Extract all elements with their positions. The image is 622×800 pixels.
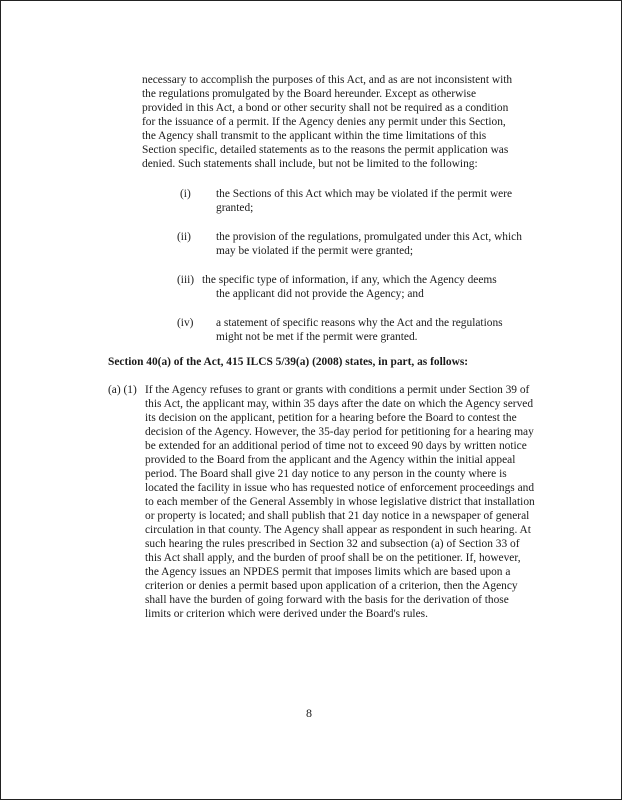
subsection-line: be extended for an additional period of time not to exceed 90 days by written notice: [145, 440, 527, 452]
intro-line: the regulations promulgated by the Board hereunder. Except as otherwise: [142, 88, 477, 100]
intro-line: denied. Such statements shall include, but not be limited to the following:: [142, 158, 478, 170]
list-item-line: the Sections of this Act which may be violated if the permit were: [216, 188, 513, 200]
intro-line: Section specific, detailed statements as to the reasons the permit application was: [142, 144, 509, 156]
subsection-line: this Act shall apply, and the burden of proof shall be on the petitioner. If, however,: [145, 552, 521, 564]
intro-line: necessary to accomplish the purposes of this Act, and as are not inconsistent with: [142, 74, 513, 86]
subsection-line: criterion or denies a permit based upon application of a criterion, then the Agency: [145, 580, 518, 592]
intro-line: provided in this Act, a bond or other security shall not be required as a condition: [142, 102, 509, 114]
subsection-line: located the facility in issue who has requested notice of enforcement proceedings and: [145, 482, 535, 494]
section-heading: Section 40(a) of the Act, 415 ILCS 5/39(a) (2008) states, in part, as follows:: [108, 356, 469, 368]
list-item-line: granted;: [216, 202, 254, 214]
subsection-line: decision of the Agency. However, the 35-day period for petitioning for a hearing may: [145, 426, 534, 438]
subsection-line: provided to the Board from the applicant and the Agency within the initial appeal: [145, 454, 516, 466]
list-item-marker: (ii): [177, 231, 191, 243]
subsection-line: such hearing the rules prescribed in Section 32 and subsection (a) of Section 33 of: [145, 538, 520, 550]
intro-line: for the issuance of a permit. If the Agency denies any permit under this Section,: [142, 116, 506, 128]
list-item-line: the applicant did not provide the Agency; and: [216, 288, 424, 300]
subsection-line: period. The Board shall give 21 day notice to any person in the county where is: [145, 468, 507, 480]
subsection-line: circulation in that county. The Agency shall appear as respondent in such hearing. At: [145, 524, 531, 536]
subsection-marker: (a) (1): [108, 384, 137, 396]
subsection-line: its decision on the applicant, petition for a hearing before the Board to contest the: [145, 412, 517, 424]
list-item-marker: (i): [180, 188, 191, 200]
subsection-line: shall have the burden of going forward with the basis for the derivation of those: [145, 594, 509, 606]
list-item-line: might not be met if the permit were granted.: [216, 331, 418, 343]
list-item-line: a statement of specific reasons why the Act and the regulations: [216, 317, 503, 329]
list-item-line: the provision of the regulations, promulgated under this Act, which: [216, 231, 522, 243]
page-number: 8: [306, 706, 312, 720]
list-item-marker: (iv): [177, 317, 194, 329]
subsection-line: the Agency issues an NPDES permit that imposes limits which are based upon a: [145, 566, 511, 578]
list-item-marker: (iii): [177, 274, 195, 286]
intro-line: the Agency shall transmit to the applicant within the time limitations of this: [142, 130, 487, 142]
subsection-line: or property is located; and shall publish that 21 day notice in a newspaper of general: [145, 510, 530, 522]
subsection-line: to each member of the General Assembly in whose legislative district that installation: [145, 496, 535, 508]
subsection-line: limits or criterion which were derived under the Board's rules.: [145, 608, 428, 620]
list-item-line: the specific type of information, if any, which the Agency deems: [202, 274, 497, 286]
subsection-line: this Act, the applicant may, within 35 days after the date on which the Agency served: [145, 398, 534, 410]
subsection-line: If the Agency refuses to grant or grants with conditions a permit under Section 39 of: [145, 384, 530, 396]
list-item-line: may be violated if the permit were granted;: [216, 245, 414, 257]
